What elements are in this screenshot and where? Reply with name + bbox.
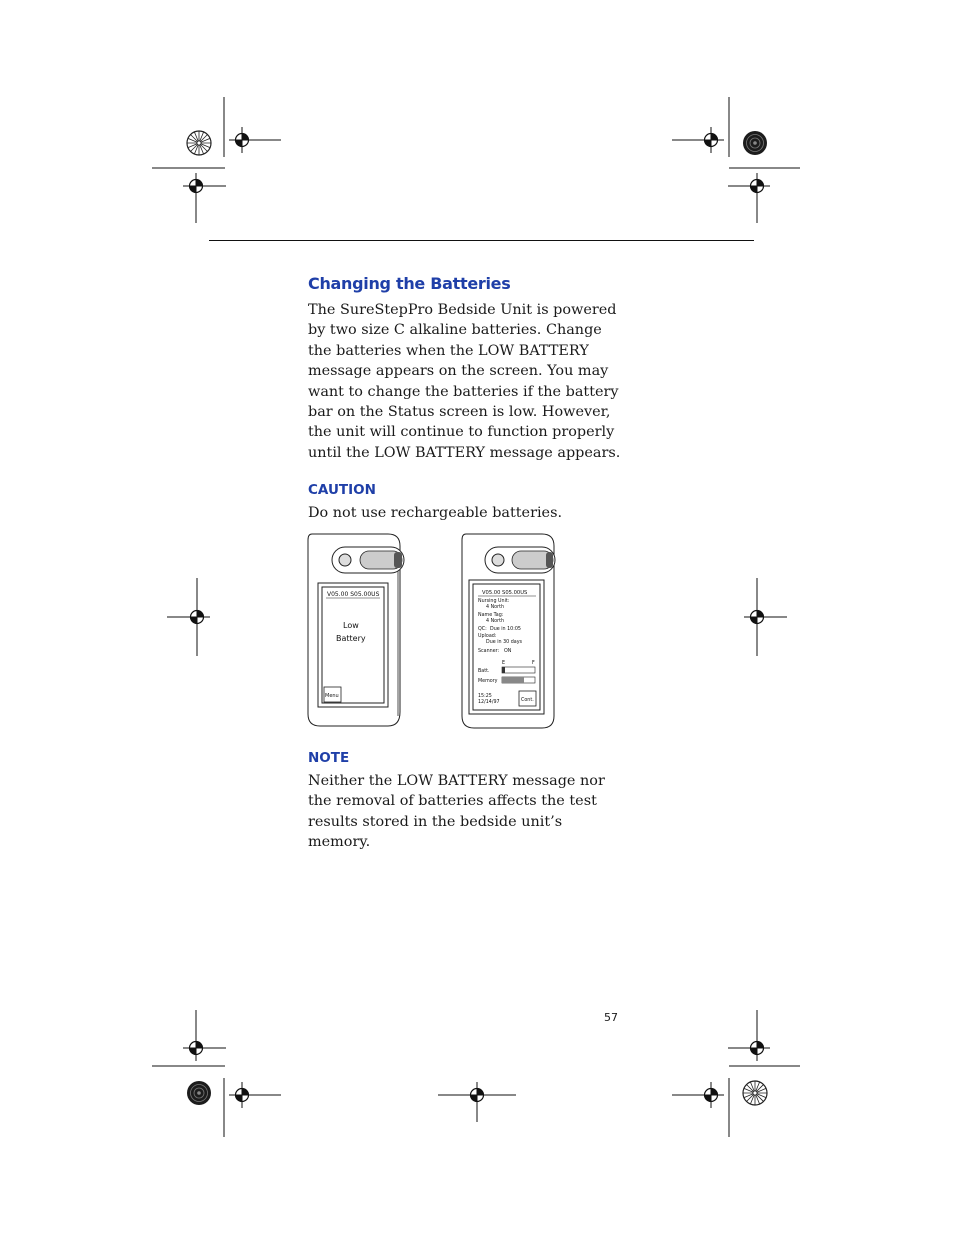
header-rule [209, 240, 754, 241]
nursing-unit-value: 4 North [486, 605, 504, 610]
scanner-label: Scanner: [478, 649, 500, 654]
status-time: 15:25 [478, 694, 492, 699]
left-screen-message-line1: Low [343, 621, 359, 630]
note-label: NOTE [308, 750, 350, 766]
nursing-unit-label: Nursing Unit: [478, 599, 510, 604]
caution-text: Do not use rechargeable batteries. [308, 505, 563, 521]
upload-label: Upload: [478, 634, 497, 639]
device-status-screen-illustration [462, 534, 555, 728]
gauge-full-label: F [532, 661, 535, 666]
section-title: Changing the Batteries [308, 274, 511, 293]
memory-gauge-label: Memory [478, 679, 498, 684]
memory-gauge-fill [502, 677, 524, 683]
battery-gauge-label: Batt. [478, 669, 490, 674]
name-tag-value: 4 North [486, 619, 504, 624]
left-screen-version: V05.00 S05.00US [327, 591, 380, 598]
page-number: 57 [604, 1011, 618, 1024]
name-tag-label: Name Tag: [478, 613, 504, 618]
intro-paragraph: The SureStepPro Bedside Unit is powered by two size C alkaline batteries. Change the batteries when the LOW BATTERY message appears on the screen. You may want to change the batteries if the battery bar on the Status screen is low. However, the unit will continue to function properly until the LOW BATTERY message appears. [308, 302, 621, 461]
scanner-value: ON [504, 649, 512, 654]
device-illustrations [300, 530, 560, 735]
status-cont-button: Cont. [521, 698, 534, 703]
note-text: Neither the LOW BATTERY message nor the removal of batteries affects the test results stored in the bedside unit’s memory. [308, 773, 605, 851]
battery-gauge [502, 667, 535, 673]
device-low-battery-illustration [308, 534, 404, 726]
left-screen-menu-button: Menu [325, 693, 339, 699]
left-screen-message-line2: Battery [336, 634, 366, 643]
right-screen-version: V05.00 S05.00US [482, 590, 528, 596]
qc-label: QC: [478, 627, 487, 632]
status-date: 12/14/97 [478, 700, 500, 705]
caution-label: CAUTION [308, 482, 376, 498]
battery-gauge-fill [502, 667, 505, 673]
gauge-empty-label: E [502, 661, 506, 666]
qc-value: Due in 10:05 [490, 627, 521, 632]
upload-value: Due in 30 days [486, 640, 523, 645]
